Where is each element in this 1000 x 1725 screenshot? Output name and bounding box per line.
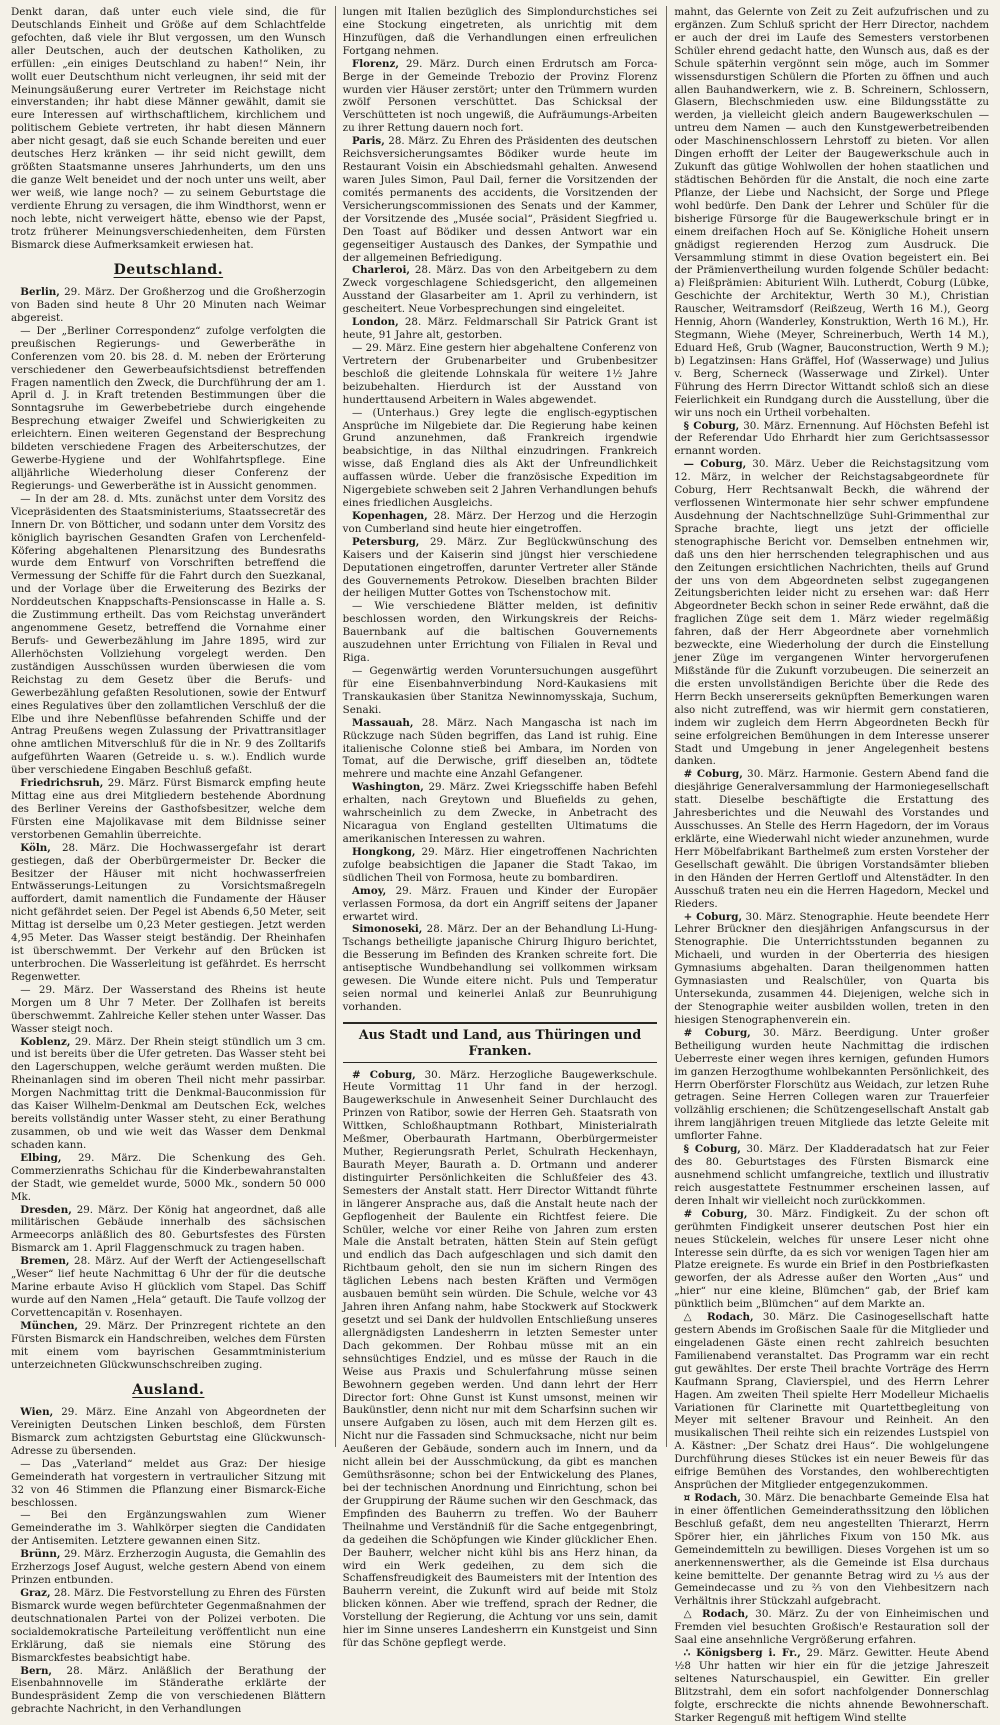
dateline: Massauah, <box>351 716 414 729</box>
dateline: Charleroi, <box>351 264 410 277</box>
article-text: 28. März. Die Hochwassergefahr ist derart gestiegen, daß der Oberbürgermeister Dr. Becker die Besitzer der Häuser mit nicht hochwasserfreien Entwässerungs-Leitungen zu Vorsichtsmaßregeln auffordert, damit namentlich die Fundamente der Häuser nicht gefährdet seien. Der Pegel ist Abends 6,50 Meter, seit Mittag ist derselbe um 0,23 Meter gestiegen. Jetzt werden 4,95 Meter. Das Wasser steigt beständig. Der Rheinhafen ist überschwemmt. Der Verkehr auf den Brücken ist unterbrochen. Die Wasserleitung ist gefährdet. Es herrscht Regenwetter. <box>11 841 326 983</box>
article-paragraph <box>11 1406 326 1458</box>
article-paragraph <box>343 665 658 717</box>
article-text: — Bei den Ergänzungswahlen zum Wiener Gemeinderathe im 3. Wahlkörper siegten die Candidaten der Antisemiten. Letztere gewannen einen Sitz. <box>11 1509 326 1548</box>
article-text: 28. März. Zu Ehren des Präsidenten des deutschen Reichsversicherungsamtes Bödiker wurde heute im Restaurant Voisin ein Abschiedsmahl gehalten. Anwesend waren Jules Simon, Paul Dail, ferner die Vorsitzenden der comités permanents des accidents, die Vorsitzenden der Versicherungscommissionen des Senats und der Kammer, der Vorsitzende des „Musée social“, Präsident Siegfried u. Den Toast auf Bödiker und dessen Antwort war ein gegenseitiger Austausch des Dankes, der Sympathie und der allgemeinen Befriedigung. <box>342 135 658 264</box>
dateline: # Coburg, <box>351 1068 416 1081</box>
article-text: 28. März. Das von den Arbeitgebern zu dem Zweck vorgeschlagene Schiedsgericht, den allgemeinen Ausstand der Glasarbeiter am 1. April zu verhindern, ist gescheitert. Neue Vorbesprechungen sind eingeleitet. <box>342 264 658 316</box>
dateline: Wien, <box>20 1406 54 1419</box>
article-text: 30. März. Ueber die Reichstagsitzung vom 12. März, in welcher der Reichstagsabgeordnete für Coburg, Herr Rechtsanwalt Beckh, die während der verflossenen Wintermonate hier sehr schwer empfundene Ausdehnung der Nachtschnellzüge Suhl-Grimmenthal zur Sprache brachte, liegt uns jetzt der officielle stenographische Bericht vor. Demselben entnehmen wir, daß uns den hier herrschenden telegraphischen und aus den Zeitungen ersichtlichen Nachrichten, theils auf Grund der uns von dem Abgeordneten selbst zugegangenen Zeitungsberichten leider nicht zu ersehen war: daß Herr Abgeordneter Beckh schon in seiner Rede erwähnt, daß die fraglichen Züge seit dem 1. März wieder regelmäßig fahren, daß der Herr Abgeordnete aber vornehmlich bezweckte, eine Wiederholung der durch die Einstellung jener Züge im vergangenen Winter hervorgerufenen Mißstände für die Zukunft vorzubeugen. Die seinerzeit an die ersten unvollständigen Berichte über die Rede des Herrn Beckh unsererseits geknüpften Bemerkungen waren also nicht zutreffend, was wir hiermit gern constatieren, indem wir zugleich dem Herrn Abgeordneten Beckh für seine erfolgreichen Bemühungen in dem Interesse unserer Stadt und Umgebung in jener Angelegenheit bestens danken. <box>674 458 990 768</box>
article-paragraph <box>343 316 658 342</box>
article-paragraph <box>343 846 658 885</box>
article-text: 29. März. Zur Beglückwünschung des Kaisers und der Kaiserin sind jüngst hier verschiedene Deputationen eingetroffen, darunter Vertreter aller Stände des Gouvernements Petrokow. Dieselben brachten Bilder der heiligen Mutter Gottes von Tschenstochow mit. <box>342 535 658 600</box>
dateline: London, <box>351 316 399 329</box>
article-paragraph <box>11 1152 326 1204</box>
article-paragraph <box>674 1492 989 1608</box>
article-text: 29. März. Frauen und Kinder der Europäer verlassen Formosa, da dort ein Angriff seitens der Japaner erwartet wird. <box>342 884 658 923</box>
dateline: # Coburg, <box>683 1207 748 1220</box>
dateline: § Coburg, <box>683 1143 741 1156</box>
dateline: △ Rodach, <box>683 1311 754 1324</box>
article-paragraph <box>674 1208 989 1311</box>
article-paragraph <box>11 1255 326 1320</box>
dateline: Petersburg, <box>351 535 420 548</box>
column-left <box>8 6 329 1716</box>
dateline: Bern, <box>20 1664 53 1677</box>
dateline: Friedrichsruh, <box>20 777 104 790</box>
article-text: — 29. März. Eine gestern hier abgehaltene Conferenz von Vertretern der Grubenarbeiter und Grubenbesitzer beschloß die gleitende Lohnskala für weitere 1½ Jahre beizubehalten. Hierdurch ist der Ausstand von hunderttausend Arbeitern in Wales abgewendet. <box>342 341 658 406</box>
article-text: — (Unterhaus.) Grey legte die englisch-egyptischen Ansprüche im Nilgebiete dar. Die Regierung habe keinen Grund anzunehmen, daß Frankreich irgendwie beabsichtige, in das Nilthal einzudringen. Frankreich wisse, daß England dies als Akt der Unfreundlichkeit auffassen würde. Ueber die französische Expedition im Nigergebiete schweben seit 2 Jahren Verhandlungen behufs eines friedlichen Ausgleichs. <box>342 406 658 510</box>
article-paragraph <box>11 1204 326 1256</box>
dateline: Hongkong, <box>351 845 416 858</box>
dateline: Paris, <box>351 135 385 148</box>
dateline: Amoy, <box>351 884 387 897</box>
dateline: ∴ Königsberg i. Fr., <box>683 1647 801 1660</box>
dateline: § Coburg, <box>683 419 740 432</box>
article-text: — Der „Berliner Correspondenz“ zufolge verfolgten die preußischen Regierungs- und Gewerberäthe in Conferenzen vom 20. bis 28. d. M. neben der Erörterung verschiedener den Gewerbeaufsichtsdienst betreffenden Fragen namentlich den Zweck, die Durchführung der am 1. April d. J. in Kraft tretenden Bestimmungen über die Sonntagsruhe im Gewerbebetriebe durch eingehende Besprechung etwaiger Zweifel und Schwierigkeiten zu erleichtern. Einen weiteren Gegenstand der Besprechung bildeten verschiedene Fragen des Arbeiterschutzes, der Gewerbe-Hygiene und der Wohlfahrtspflege. Eine alljährliche Wiederholung dieser Conferenz der Regierungs- und Gewerberäthe ist in Aussicht genommen. <box>11 324 326 492</box>
dateline: Graz, <box>20 1586 51 1599</box>
article-paragraph <box>11 1509 326 1548</box>
article-text: 30. März. Der Kladderadatsch hat zur Feier des 80. Geburtstages des Fürsten Bismarck eine ausnehmend schlicht umfangreiche, textlich und illustrativ reich ausgestattete Festnummer erscheinen lassen, auf deren Inhalt wir vielleicht noch zurückkommen. <box>674 1143 990 1207</box>
article-paragraph <box>343 58 658 136</box>
article-text: lungen mit Italien bezüglich des Simplondurchstiches sei eine Stockung eingetreten, als unrichtig mit dem Hinzufügen, daß die Verhandlungen einen erfreulichen Fortgang nehmen. <box>342 6 658 57</box>
dateline: — Coburg, <box>683 458 747 471</box>
dateline: Brünn, <box>20 1548 61 1561</box>
article-paragraph <box>343 407 658 510</box>
dateline: # Coburg, <box>683 768 743 781</box>
article-paragraph <box>674 1647 989 1725</box>
article-paragraph <box>674 1311 989 1492</box>
article-text: 28. März. Der Herzog und die Herzogin von Cumberland sind heute hier eingetroffen. <box>342 509 658 535</box>
article-paragraph <box>343 781 658 846</box>
article-paragraph <box>11 1548 326 1587</box>
article-paragraph <box>343 923 658 1013</box>
article-text: — In der am 28. d. Mts. zunächst unter dem Vorsitz des Vicepräsidenten des Staatsministeriums, Staatssecretär des Innern Dr. von Bötticher, und sodann unter dem Vorsitz des königlich bayrischen Gesandten Grafen von Lerchenfeld-Köfering abgehaltenen Plenarsitzung des Bundesraths wurde dem Entwurf von Vorschriften betreffend die Vermessung der Schiffe für die Fahrt durch den Suezkanal, und der Vorlage über die Erweiterung des Bezirks der Norddeutschen Knappschafts-Pensionscasse in Halle a. S. die Zustimmung ertheilt. Das vom Reichstag unverändert angenommene Gesetz, betreffend die Vornahme einer Berufs- und Gewerbezählung im Jahre 1895, wird zur Allerhöchsten Vollziehung vorgelegt werden. Den zuständigen Ausschüssen wurden überwiesen die vom Reichstag zu dem Gesetz über die Berufs- und Gewerbezählung gefaßten Resolutionen, sowie der Entwurf eines Regulatives über den zollamtlichen Verschluß der die Elbe und ihre Nebenflüsse befahrenden Schiffe und der Antrag Preußens wegen Zulassung der Privattransitlager ohne amtlichen Mitverschluß für die in Nr. 9 des Zolltarifs aufgeführten Waaren (Getreide u. s. w.). Endlich wurde über verschiedene Eingaben Beschluß gefaßt. <box>11 492 326 777</box>
article-paragraph <box>11 1036 326 1152</box>
dateline: Berlin, <box>20 286 60 299</box>
article-paragraph <box>674 458 989 768</box>
article-paragraph <box>674 1143 989 1208</box>
article-text: Denkt daran, daß unter euch viele sind, die für Deutschlands Einheit und Größe auf dem Schlachtfelde gefochten, daß viele ihr Blut vergossen, um den Wunsch aller Deutschen, auch der deutschen Katholiken, zu erfüllen: „ein einiges Deutschland zu haben!“ Nein, ihr wollt euer Deutschthum nicht verleugnen, ihr seid mit der Meinungsäußerung eurer Vertreter im Reichstage nicht einverstanden; ihr habt diese Männer gewählt, damit sie eure Interessen auf wirthschaftlichem, kirchlichem und politischem Gebiete vertreten, ihr habt diesen Männern aber nicht gesagt, daß sie euch Schande bereiten und euer deutsches Herz kränken — ihr seid nicht gewillt, dem größten Staatsmanne unseres Jahrhunderts, um den uns die ganze Welt beneidet und der noch unter uns weilt, aber wer weiß, wie lange noch? — zu seinem Geburtstage die verdiente Ehrung zu versagen, die ihm Windthorst, wenn er noch lebte, nicht verweigert hätte, ebenso wie der Papst, trotz früherer Meinungsverschiedenheiten, dem Fürsten Bismarck diese Aufmerksamkeit erwiesen hat. <box>11 6 326 251</box>
article-text: mahnt, das Gelernte von Zeit zu Zeit aufzufrischen und zu ergänzen. Zum Schluß spricht der Herr Director, nachdem er auch der drei im Laufe des Semesters verstorbenen Schüler ehrend gedacht hatte, den Wunsch aus, daß es der Schule späterhin vergönnt sein möge, auch im Sommer wissensdurstigen Schülern die Pforten zu öffnen und auch allen Bauhandwerkern, wie z. B. Schreinern, Schlossern, Glasern, Blechschmieden usw. eine Bildungsstätte zu werden, ja vielleicht gleich andern Baugewerkschulen — untreu dem Namen — auch den Kunstgewerbetreibenden oder Maschinenschlossern Lehrstoff zu bieten. Vor allen Dingen erhofft der Leiter der Baugewerkschule auch in Zukunft das gütige Wohlwollen der hohen staatlichen und städtischen Behörden für die Anstalt, die noch eine zarte Pflanze, der Liebe und Nachsicht, der Sorge und Pflege wohl bedürfe. Den Dank der Lehrer und Schüler für die bisherige Fürsorge für die Baugewerkschule bringt er in einem dreifachen Hoch auf Se. Königliche Hoheit unsern gnädigst regierenden Herzog zum Ausdruck. Die Versammlung stimmt in diese Ovation begeistert ein. Bei der Prämienvertheilung wurden folgende Schüler bedacht: a) Fleißprämien: Abiturient Wilh. Lutherdt, Coburg (Lübke, Geschichte der Architektur, Werth 30 M.), Christian Rauscher, Weitramsdorf (Reißzeug, Werth 16 M.), Georg Hennig, Ahorn (Wanderley, Konstruktion, Werth 16 M.), Hr. Stegmann, Wiehe (Meyer, Schreinerbuch, Werth 14 M.), Eduard Heß, Grub (Wagner, Bauconstruction, Werth 9 M.); b) Legatzinsen: Hans Gräffel, Hof (Wasserwage) und Julius v. Berg, Scherneck (Wasserwage und Zirkel). Unter Führung des Herrn Director Wittandt schloß sich an diese Feierlichkeit ein Rundgang durch die Ausstellung, über die wir uns noch ein Urtheil vorbehalten. <box>674 6 990 419</box>
article-paragraph <box>11 1587 326 1665</box>
dateline: △ Rodach, <box>683 1608 749 1621</box>
article-paragraph <box>674 420 989 459</box>
article-text: 29. März. Hier eingetroffenen Nachrichten zufolge beabsichtigen die Japaner die Stadt Takao, im südlichen Theil von Formosa, heute zu bombardiren. <box>342 845 658 884</box>
article-paragraph <box>674 768 989 910</box>
article-text: 30. März. Die benachbarte Gemeinde Elsa hat in einer öffentlichen Gemeinderathssitzung den löblichen Beschluß gefaßt, dem neu angestellten Thierarzt, Herrn Spörer hier, ein jährliches Fixum von 150 Mk. aus Gemeindemitteln zu bewilligen. Dieses Vorgehen ist um so anerkennenswerther, als die Gemeinde ist Elsa durchaus keine bemittelte. Der genannte Betrag wird zu ⅓ aus der Gemeindecasse und zu ⅔ von den Viehbesitzern nach Verhältnis ihrer Stückzahl aufgebracht. <box>674 1492 990 1608</box>
section-heading: Ausland. <box>132 1381 205 1398</box>
dateline: Dresden, <box>20 1203 72 1216</box>
article-paragraph <box>343 342 658 407</box>
regional-section-heading: Aus Stadt und Land, aus Thüringen und Franken. <box>343 1022 658 1063</box>
article-text: 28. März. Nach Mangascha ist nach im Rückzuge nach Süden begriffen, das Land ist ruhig. Eine italienische Colonne stieß bei Ambara, im Norden von Tomat, auf die Derwische, griff dieselben an, tödtete mehrere und machte eine Anzahl Gefangener. <box>342 716 658 781</box>
article-text: 28. März. Anläßlich der Berathung der Eisenbahnnovelle im Ständerathe erklärte der Bundespräsident Zemp die von verschiedenen Blättern gebrachte Nachricht, in den Verhandlungen <box>11 1664 326 1716</box>
article-text: 29. März. Der König hat angeordnet, daß alle militärischen Gebäude innerhalb des sächsischen Armeecorps anläßlich des 80. Geburtsfestes des Fürsten Bismarck am 1. April Flaggenschmuck zu tragen haben. <box>11 1203 326 1255</box>
article-text: 30. März. Harmonie. Gestern Abend fand die diesjährige Generalversammlung der Harmoniegesellschaft statt. Dieselbe beschäftigte die Erstattung des Jahresberichtes und die Neuwahl des Vorstandes und Ausschusses. An Stelle des Herrn Hagedorn, der im Voraus erklärte, eine Wiederwahl nicht wieder anzunehmen, wurde Herr Möbelfabrikant Barthelmeß zum ersten Vorsteher der Gesellschaft gewählt. Die übrigen Vorstandsämter blieben in den Händen der Herren Gertloff und Altenstädter. In den Ausschuß traten neu ein die Herren Hagedorn, Meckel und Rieders. <box>674 768 990 910</box>
article-paragraph <box>343 885 658 924</box>
article-paragraph <box>343 264 658 316</box>
article-text: 30. März. Ernennung. Auf Höchsten Befehl ist der Referendar Udo Ehrhardt hier zum Gerichtsassessor ernannt worden. <box>674 419 990 458</box>
article-paragraph <box>11 984 326 1036</box>
article-text: 29. März. Der Prinzregent richtete an den Fürsten Bismarck ein Handschreiben, welches dem Fürsten mit einem vom bayrischen Gesammtministerium unterzeichneten Glückwunschschreiben zuging. <box>11 1319 326 1371</box>
article-text: 30. März. Herzogliche Baugewerkschule. Heute Vormittag 11 Uhr fand in der herzogl. Baugewerkschule in Anwesenheit Seiner Durchlaucht des Prinzen von Ratibor, sowie der Herren Geh. Staatsrath von Wittken, Schloßhauptmann Rothbart, Ministerialrath Meßmer, Oberbaurath Hartmann, Oberbürgermeister Muther, Regierungsrath Perlet, Schulrath Heckenhayn, Baurath Meyer, Baurath a. D. Ortmann und anderer distinguirter Persönlichkeiten die Schlußfeier des 43. Semesters der Anstalt statt. Herr Director Wittandt führte in längerer Ansprache aus, daß die Anstalt heute nach der Gepflogenheit der Baulente ein Richtfest feiere. Die Schüler, welche vor einer Reihe von Jahren zum ersten Male die Anstalt betraten, hätten Stein auf Stein gefügt und endlich das Dach aufgeschlagen und sich damit den Richtbaum geholt, den sie nun im sichern Ringen des täglichen Lebens nach besten Kräften und Vermögen ausbauen bemüht sein würden. Die Schule, welche vor 43 Jahren ihren Anfang nahm, habe Stockwerk auf Stockwerk gesetzt und sei Dank der huldvollen Entschließung unseres allergnädigsten Landesherrn in letzten Semester unter Dach gekommen. Der Rohbau müsse mit an ein sehnsüchtiges Endziel, und es müsse der Rauch in die Weise aus Praxis und Schulerfahrung müsse seinen Bewohnern gegeben werden. Und dann lehrt der Herr Director fort: Ohne Gunst ist Kunst umsonst, meinen wir Baukünstler, denn nicht nur mit dem Scharfsinn suchen wir unsere Aufgaben zu lösen, auch mit dem Herzen gilt es. Nicht nur die Fassaden sind Schmucksache, nicht nur beim Aeußeren der Gebäude, sondern auch im Innern, und da nicht allein bei der Ausschmückung, da gibt es manchen Gemüthsräsonne; schon bei der Entwickelung des Planes, bei der technischen Anordnung und Einrichtung, schon bei der Gruppirung der Räume suchen wir den Geschmack, das Empfinden des Bauherrn zu treffen. Wo der Bauherr Theilnahme und Verständniß für die Sache entgegenbringt, da gedeihen die Schöpfungen wie Kinder glücklicher Ehen. Der Bauherr, welcher nicht kühl bis ans Herz hinan, da wird ein Werk gedeihen, zu dem sich die Schaffensfreudigkeit des Baumeisters mit der Intention des Bauherrn vereint, die Zukunft wird auf beide mit Stolz blicken können. Aber wie treffend, sprach der Redner, die Vorstellung der Regierung, die Achtung vor uns sein, damit hier im Sinne unseres Landesherrn ein Kunstgeist und Sinn für das Schöne gepflegt werde. <box>342 1068 658 1650</box>
article-paragraph <box>11 777 326 842</box>
dateline: Florenz, <box>351 57 399 70</box>
dateline: München, <box>20 1319 79 1332</box>
article-paragraph <box>343 6 658 58</box>
article-paragraph <box>11 493 326 777</box>
article-text: 30. März. Findigkeit. Zu der schon oft gerühmten Findigkeit unserer deutschen Post hier ein neues Stückelein, welches für unsere Leser nicht ohne Interesse sein dürfte, da es sich vor wenigen Tagen hier am Platze ereignete. Es wurde ein Brief in den Postbriefkasten geworfen, der als Adresse außer den Worten „Aus“ und „hier“ nur eine kleine, Blümchen“ gab, der Brief kam pünktlich beim „Blümchen“ auf dem Markte an. <box>674 1207 990 1311</box>
column-middle <box>335 6 661 1650</box>
article-text: — Das „Vaterland“ meldet aus Graz: Der hiesige Gemeinderath hat vorgestern in vertraulicher Sitzung mit 32 von 46 Stimmen die Pflanzung einer Bismarck-Eiche beschlossen. <box>11 1457 326 1509</box>
article-paragraph <box>674 1608 989 1647</box>
article-text: 29. März. Durch einen Erdrutsch am Forca-Berge in der Gemeinde Trebozio der Provinz Florenz wurden vier Häuser zerstört; unter den Trümmern wurden zwölf Personen verschüttet. Das Schicksal der Verschütteten ist noch ungewiß, die Aufräumungs-Arbeiten zu ihrer Rettung dauern noch fort. <box>342 57 658 135</box>
article-text: 30. März. Stenographie. Heute beendete Herr Lehrer Brückner den diesjährigen Anfangscursus in der Stenographie. Die Unterrichtsstunden begannen zu Michaeli, und wurden in der Oberterria des hiesigen Gymnasiums abgehalten. Daran theilgenommen hatten Gymnasiasten und Realschüler, von Quarta bis Untersekunda, zusammen 44. Diejenigen, welche sich in der Stenographie weiter ausbilden wollen, treten in den hiesigen Stenographenverein ein. <box>674 910 990 1026</box>
article-paragraph <box>11 842 326 984</box>
article-paragraph <box>674 911 989 1027</box>
article-paragraph <box>11 1665 326 1717</box>
article-paragraph <box>343 510 658 536</box>
dateline: Kopenhagen, <box>351 509 428 522</box>
article-text: 29. März. Erzherzogin Augusta, die Gemahlin des Erzherzogs Josef August, welche gestern Abend von einem Prinzen entbunden. <box>11 1548 326 1587</box>
dateline: Koblenz, <box>20 1035 71 1048</box>
article-text: — 29. März. Der Wasserstand des Rheins ist heute Morgen um 8 Uhr 7 Meter. Der Zollhafen ist bereits überschwemmt. Zahlreiche Keller stehen unter Wasser. Das Wasser steigt noch. <box>11 983 326 1035</box>
article-paragraph <box>674 6 989 420</box>
article-paragraph <box>11 1458 326 1510</box>
article-text: 30. März. Zu der von Einheimischen und Fremden viel besuchten Großisch'e Restauration soll der Saal eine ansehnliche Vergrößerung erfahren. <box>674 1608 990 1647</box>
section-heading: Deutschland. <box>113 261 224 278</box>
article-text: 29. März. Fürst Bismarck empfing heute Mittag eine aus drei Mitgliedern bestehende Abordnung des Berliner Vereins der Gasthofsbesitzer, welche dem Fürsten eine Majolikavase mit dem Bildnisse seiner verstorbenen Gemahlin überreichte. <box>11 777 326 841</box>
article-text: 28. März. Auf der Werft der Actiengesellschaft „Weser“ lief heute Nachmittag 6 Uhr der für die deutsche Marine erbaute Aviso H glücklich vom Stapel. Das Schiff wurde auf den Namen „Hela“ getauft. Die Taufe vollzog der Corvettencapitän v. Rosenhayen. <box>11 1255 326 1319</box>
dateline: Washington, <box>351 781 424 794</box>
article-paragraph <box>674 1027 989 1143</box>
column-right <box>666 6 992 1724</box>
article-text: 29. März. Die Schenkung des Geh. Commerzienraths Schichau für die Kinderbewahranstalten der Stadt, wie gemeldet wurde, 5000 Mk., sondern 50 000 Mk. <box>11 1151 326 1203</box>
article-text: 29. März. Gewitter. Heute Abend ½8 Uhr hatten wir hier ein für die jetzige Jahreszeit seltenes Naturschauspiel, ein Gewitter. Ein greller Blitzstrahl, dem ein sofort nachfolgender Donnerschlag folgte, erschreckte die nichts ahnende Bewohnerschaft. Starker Regenguß mit heftigem Wind stellte <box>674 1647 990 1724</box>
article-text: 29. März. Der Rhein steigt stündlich um 3 cm. und ist bereits über die Ufer getreten. Das Wasser steht bei den Lagerschuppen, welche geräumt werden mußten. Die Rheinanlagen sind im oberen Theil nicht mehr passirbar. Morgen Nachmittag tritt die Denkmal-Bauconmission für das Kaiser Wilhelm-Denkmal am Deutschen Eck, welches bereits vollständig unter Wasser steht, zu einer Berathung zusammen, ob und wie weit das Wasser dem Denkmal schaden kann. <box>11 1035 326 1151</box>
article-text: — Gegenwärtig werden Voruntersuchungen ausgeführt für eine Eisenbahnverbindung Nord-Kaukasiens mit Transkaukasien über Stanitza Newinnomysskaja, Suchum, Senaki. <box>342 665 658 716</box>
dateline: Bremen, <box>20 1255 70 1268</box>
article-text: 28. März. Die Festvorstellung zu Ehren des Fürsten Bismarck wurde wegen befürchteter Gegenmaßnahmen der deutschnationalen Partei von der Polizei verboten. Die socialdemokratische Parteileitung veröffentlicht nun eine Erklärung, daß sie niemals eine Störung des Bismarckfestes beabsichtigt habe. <box>11 1586 326 1664</box>
article-paragraph <box>343 600 658 665</box>
dateline: Köln, <box>20 841 51 854</box>
article-paragraph <box>11 286 326 325</box>
article-paragraph <box>343 717 658 782</box>
dateline: Simonoseki, <box>351 923 423 936</box>
dateline: # Coburg, <box>683 1026 751 1039</box>
article-paragraph <box>343 536 658 601</box>
article-paragraph <box>343 135 658 264</box>
article-text: 29. März. Eine Anzahl von Abgeordneten der Vereinigten Deutschen Linken beschloß, dem Fürsten Bismarck zum achtzigsten Geburtstag eine Glückwunsch-Adresse zu übersenden. <box>11 1406 326 1457</box>
article-text: 28. März. Der an der Behandlung Li-Hung-Tschangs betheiligte japanische Chirurg Ihiguro berichtet, die Besserung im Befinden des Kranken schreite fort. Die antiseptische Wundbehandlung sei vollkommen wirksam gewesen. Die Wunde eitere nicht. Puls und Temperatur seien normal und keinerlei Anlaß zur Beunruhigung vorhanden. <box>342 923 658 1013</box>
article-text: 30. März. Die Casinogesellschaft hatte gestern Abends im Großischen Saale für die Mitglieder und eingeladenen Gäste einen recht zahlreich besuchten Familienabend veranstaltet. Das Programm war ein recht gut gewähltes. Der erste Theil brachte Vorträge des Herrn Kaufmann Sprang, Clavierspiel, und des Herrn Lehrer Hagen. Am zweiten Theil spielte Herr Modelleur Michaelis Variationen für Clarinette mit Quartettbegleitung von Meyer mit seltener Bravour und Reinheit. An den musikalischen Theil reihte sich ein reizendes Lustspiel von A. Kästner: „Der Schatz drei Haus“. Die wohlgelungene Durchführung dieses Stückes ist ein neuer Beweis für das eifrige Bemühen des Vorstandes, den wohlberechtigten Ansprüchen der Mitglieder entgegenzukommen. <box>674 1311 990 1492</box>
article-paragraph <box>343 1069 658 1650</box>
dateline: Elbing, <box>20 1151 62 1164</box>
article-text: 28. März. Feldmarschall Sir Patrick Grant ist heute, 91 Jahre alt, gestorben. <box>342 316 658 342</box>
dateline: + Coburg, <box>683 910 743 923</box>
article-paragraph <box>11 6 326 252</box>
article-text: 30. März. Beerdigung. Unter großer Betheiligung wurden heute Nachmittag die irdischen Ueberreste einer wegen ihres kernigen, gefunden Humors im ganzen Herzogthume wohlbekannten Persönlichkeit, des Herrn Oberförster Florschütz aus Weidach, zur letzen Ruhe getragen. Seine Herren Collegen waren zur Trauerfeier vollzählig erschienen; die Schützengesellschaft Anstalt gab ihrem langjährigen treuen Mitgliede das letzte Geleite mit umflorter Fahne. <box>674 1026 990 1143</box>
article-text: 29. März. Der Großherzog und die Großherzogin von Baden sind heute 8 Uhr 20 Minuten nach Weimar abgereist. <box>11 286 326 324</box>
article-paragraph <box>11 325 326 493</box>
article-text: 29. März. Zwei Kriegsschiffe haben Befehl erhalten, nach Greytown und Bluefields zu gehen, wahrscheinlich zu dem Zwecke, in Anbetracht des Nicaragua von England gestellten Ultimatums die amerikanischen Interessen zu wahren. <box>342 781 658 845</box>
article-paragraph <box>11 1320 326 1372</box>
dateline: ¤ Rodach, <box>683 1492 741 1505</box>
article-text: — Wie verschiedene Blätter melden, ist definitiv beschlossen worden, den Wirkungskreis der Reichs-Bauernbank auf die baltischen Gouvernements auszudehnen unter Errichtung von Filialen in Reval und Riga. <box>342 600 658 665</box>
